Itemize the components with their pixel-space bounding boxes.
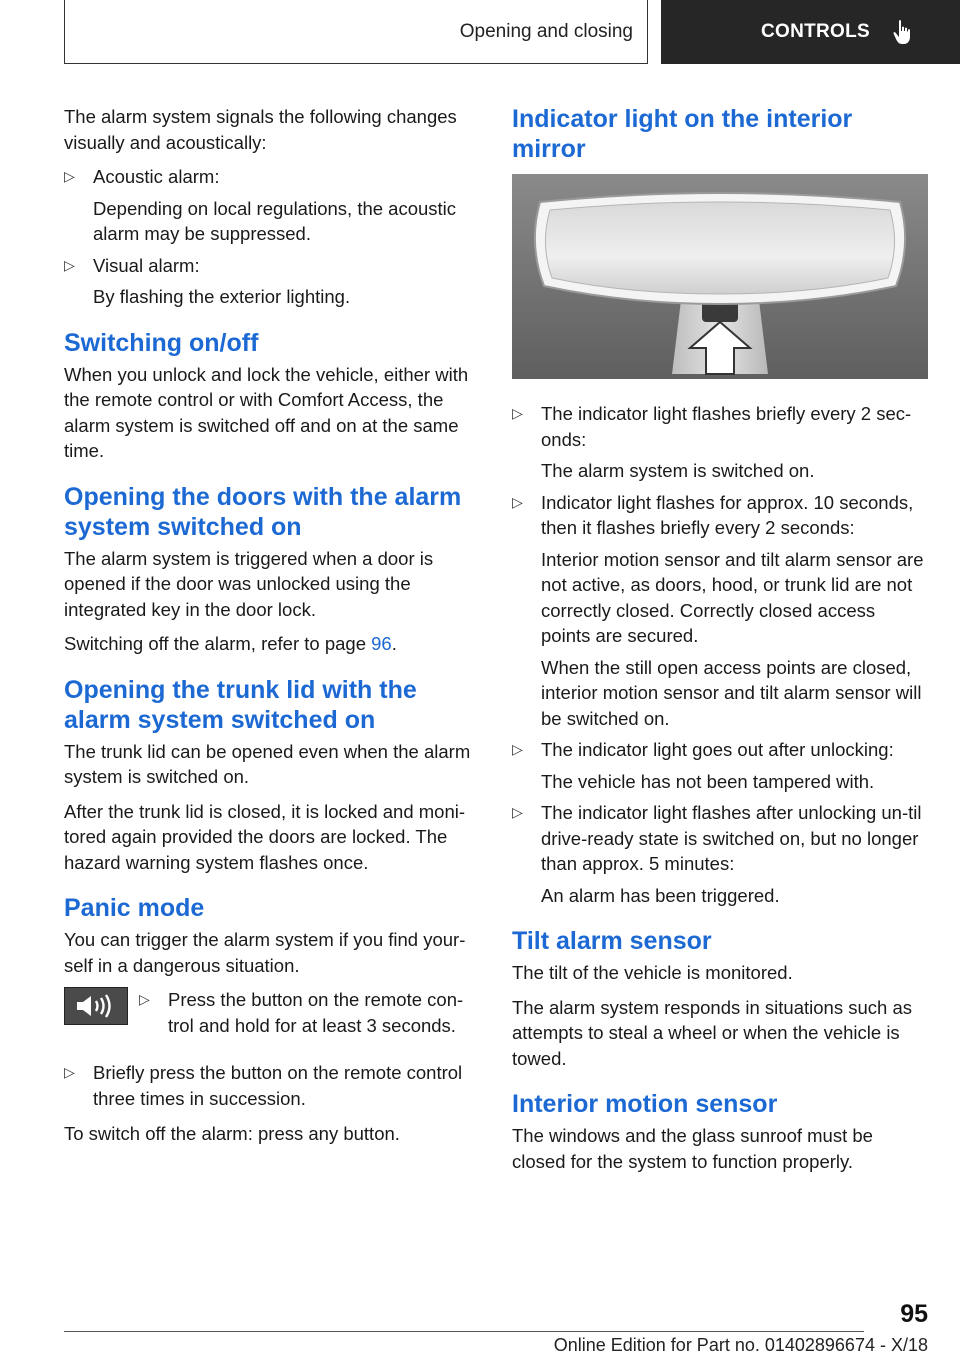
speaker-icon xyxy=(64,987,128,1025)
alarm-intro: The alarm system signals the following changes visually and acoustically: xyxy=(64,106,457,153)
doors-ref-prefix: Switching off the alarm, refer to page xyxy=(64,633,372,654)
triangle-bullet-icon: ▷ xyxy=(512,493,523,510)
panic-step-2: Briefly press the button on the remote control three times in succession. xyxy=(93,1062,463,1109)
tilt-text-1: The tilt of the vehicle is monitored. xyxy=(512,962,793,983)
interior-mirror-image xyxy=(512,174,928,379)
panic-off-text: To switch off the alarm: press any button. xyxy=(64,1123,400,1144)
panic-text: You can trigger the alarm system if you find your‐self in a dangerous situation. xyxy=(64,929,466,976)
panic-step-list xyxy=(139,987,480,1044)
list-item-title: Visual alarm: xyxy=(93,254,200,276)
list-item xyxy=(64,253,480,310)
list-item-title: The indicator light flashes after unlocking un‐til drive-ready state is switched on, but no longer than approx. 5 minutes: xyxy=(541,802,922,874)
list-item-detail: By flashing the exterior lighting. xyxy=(93,286,351,307)
header-section-title xyxy=(64,0,648,64)
footer-divider xyxy=(64,1331,864,1332)
list-item-title: The indicator light goes out after unlocking: xyxy=(541,739,894,760)
page-number: 95 xyxy=(900,1300,928,1328)
switching-text: When you unlock and lock the vehicle, either with the remote control or with Comfort Access, the alarm system is switched off and on at the same time. xyxy=(64,363,469,461)
trunk-text-1: The trunk lid can be opened even when the alarm system is switched on. xyxy=(64,740,471,787)
list-item-detail: Interior motion sensor and tilt alarm sensor are not active, as doors, hood, or trunk lid are not correctly closed. Correctly closed access points are secured. xyxy=(541,548,924,646)
list-item-title: Acoustic alarm: xyxy=(93,166,220,187)
tilt-text-2: The alarm system responds in situations such as attempts to steal a wheel or when the vehicle is towed. xyxy=(512,996,912,1069)
list-item xyxy=(512,737,928,794)
panic-step-row xyxy=(64,987,480,1054)
panic-step-list-2 xyxy=(64,1060,480,1111)
doors-ref xyxy=(64,631,480,657)
triangle-bullet-icon: ▷ xyxy=(512,804,523,820)
right-column xyxy=(512,104,928,1183)
page-ref-link[interactable]: 96 xyxy=(371,633,392,654)
section-title: Opening and closing xyxy=(459,20,633,42)
heading-doors: Opening the doors with the alarm system switched on xyxy=(64,482,462,541)
doors-ref-suffix: . xyxy=(391,633,397,654)
left-column xyxy=(64,104,480,1156)
hand-pointer-icon xyxy=(892,19,914,45)
triangle-bullet-icon: ▷ xyxy=(64,168,75,184)
triangle-bullet-icon: ▷ xyxy=(512,405,523,421)
doors-text: The alarm system is triggered when a door is opened if the door was unlocked using the integrated key in the door lock. xyxy=(64,547,434,620)
heading-motion: Interior motion sensor xyxy=(512,1090,778,1118)
list-item-detail: When the still open access points are closed, interior motion sensor and tilt alarm sensor will be switched on. xyxy=(541,656,922,729)
controls-label: CONTROLS xyxy=(761,21,871,42)
list-item-detail: Depending on local regulations, the acoustic alarm may be suppressed. xyxy=(93,197,457,244)
list-item-detail: An alarm has been triggered. xyxy=(541,884,780,906)
panic-step-1: Press the button on the remote con‐trol and hold for at least 3 seconds. xyxy=(168,989,464,1036)
trunk-text-2: After the trunk lid is closed, it is locked and moni‐tored again provided the doors are locked. The hazard warning system flashes once. xyxy=(64,800,466,873)
list-item xyxy=(64,1060,480,1111)
list-item xyxy=(512,490,928,732)
motion-text: The windows and the glass sunroof must be closed for the system to function properly. xyxy=(512,1125,873,1172)
list-item-detail: The vehicle has not been tampered with. xyxy=(541,770,875,792)
list-item-detail: The alarm system is switched on. xyxy=(541,460,815,481)
indicator-list xyxy=(512,401,928,908)
heading-tilt: Tilt alarm sensor xyxy=(512,927,712,955)
triangle-bullet-icon: ▷ xyxy=(512,741,523,757)
triangle-bullet-icon: ▷ xyxy=(64,256,75,273)
list-item xyxy=(64,164,480,247)
header-controls-tab xyxy=(661,0,960,64)
list-item xyxy=(512,401,928,484)
list-item xyxy=(139,987,480,1038)
heading-panic: Panic mode xyxy=(64,894,205,922)
footer-edition: Online Edition for Part no. 01402896674 - X/18 xyxy=(553,1335,928,1355)
triangle-bullet-icon: ▷ xyxy=(64,1064,75,1080)
list-item xyxy=(512,800,928,908)
heading-trunk: Opening the trunk lid with the alarm system switched on xyxy=(64,675,417,734)
triangle-bullet-icon: ▷ xyxy=(139,991,150,1007)
heading-switching: Switching on/off xyxy=(64,328,259,357)
list-item-title: Indicator light flashes for approx. 10 seconds, then it flashes briefly every 2 seconds: xyxy=(541,491,914,538)
list-item-title: The indicator light flashes briefly every 2 sec‐onds: xyxy=(541,403,912,450)
alarm-signal-list xyxy=(64,164,480,310)
heading-indicator: Indicator light on the interior mirror xyxy=(512,105,853,163)
